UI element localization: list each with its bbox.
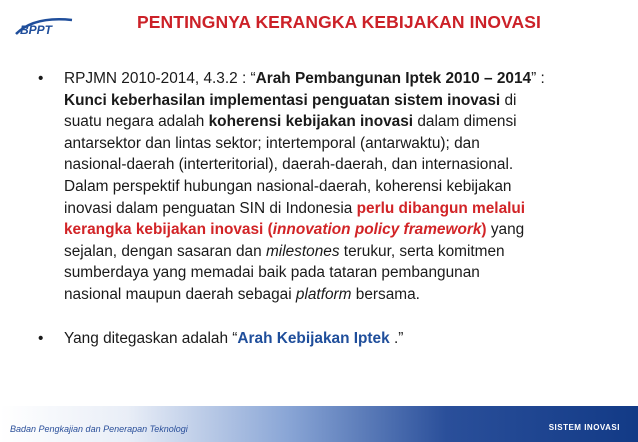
paragraph-line: antarsektor dan lintas sektor; intertemporal (antarwaktu); dan [64, 134, 480, 152]
bullet-dot: • [38, 329, 44, 347]
bullet-dot: • [38, 70, 44, 87]
paragraph-line: suatu negara adalah koherensi kebijakan inovasi dalam dimensi [64, 113, 517, 131]
footer-org-name: Badan Pengkajian dan Penerapan Teknologi [10, 424, 188, 434]
footer-bar [0, 406, 638, 442]
footer-section-label: SISTEM INOVASI [548, 423, 620, 432]
paragraph-line: inovasi dalam penguatan SIN di Indonesia perlu dibangun melalui [64, 199, 526, 217]
page-title: PENTINGNYA KERANGKA KEBIJAKAN INOVASI [137, 12, 541, 32]
bullet-arah-kebijakan [38, 328, 618, 350]
slide-content [38, 68, 618, 349]
paragraph-line: sejalan, dengan sasaran dan milestones terukur, serta komitmen [64, 242, 505, 260]
paragraph-line: nasional maupun daerah sebagai platform bersama. [64, 285, 420, 303]
paragraph-line: Kunci keberhasilan implementasi penguatan sistem inovasi di [64, 91, 517, 109]
paragraph-line: Dalam perspektif hubungan nasional-daerah, koherensi kebijakan [64, 177, 512, 195]
paragraph-line: kerangka kebijakan inovasi (innovation policy framework) yang [64, 221, 525, 239]
paragraph-line: sumberdaya yang memadai baik pada tataran pembangunan [64, 264, 480, 282]
bullet-line: Yang ditegaskan adalah “Arah Kebijakan Iptek .” [64, 329, 404, 347]
bullet-intro-line: RPJMN 2010-2014, 4.3.2 : “Arah Pembangunan Iptek 2010 – 2014” : [64, 70, 545, 87]
bullet-rpjmn [38, 68, 618, 306]
paragraph-line: nasional-daerah (interteritorial), daerah-daerah, dan internasional. [64, 156, 514, 174]
logo-text: BPPT [20, 23, 53, 37]
